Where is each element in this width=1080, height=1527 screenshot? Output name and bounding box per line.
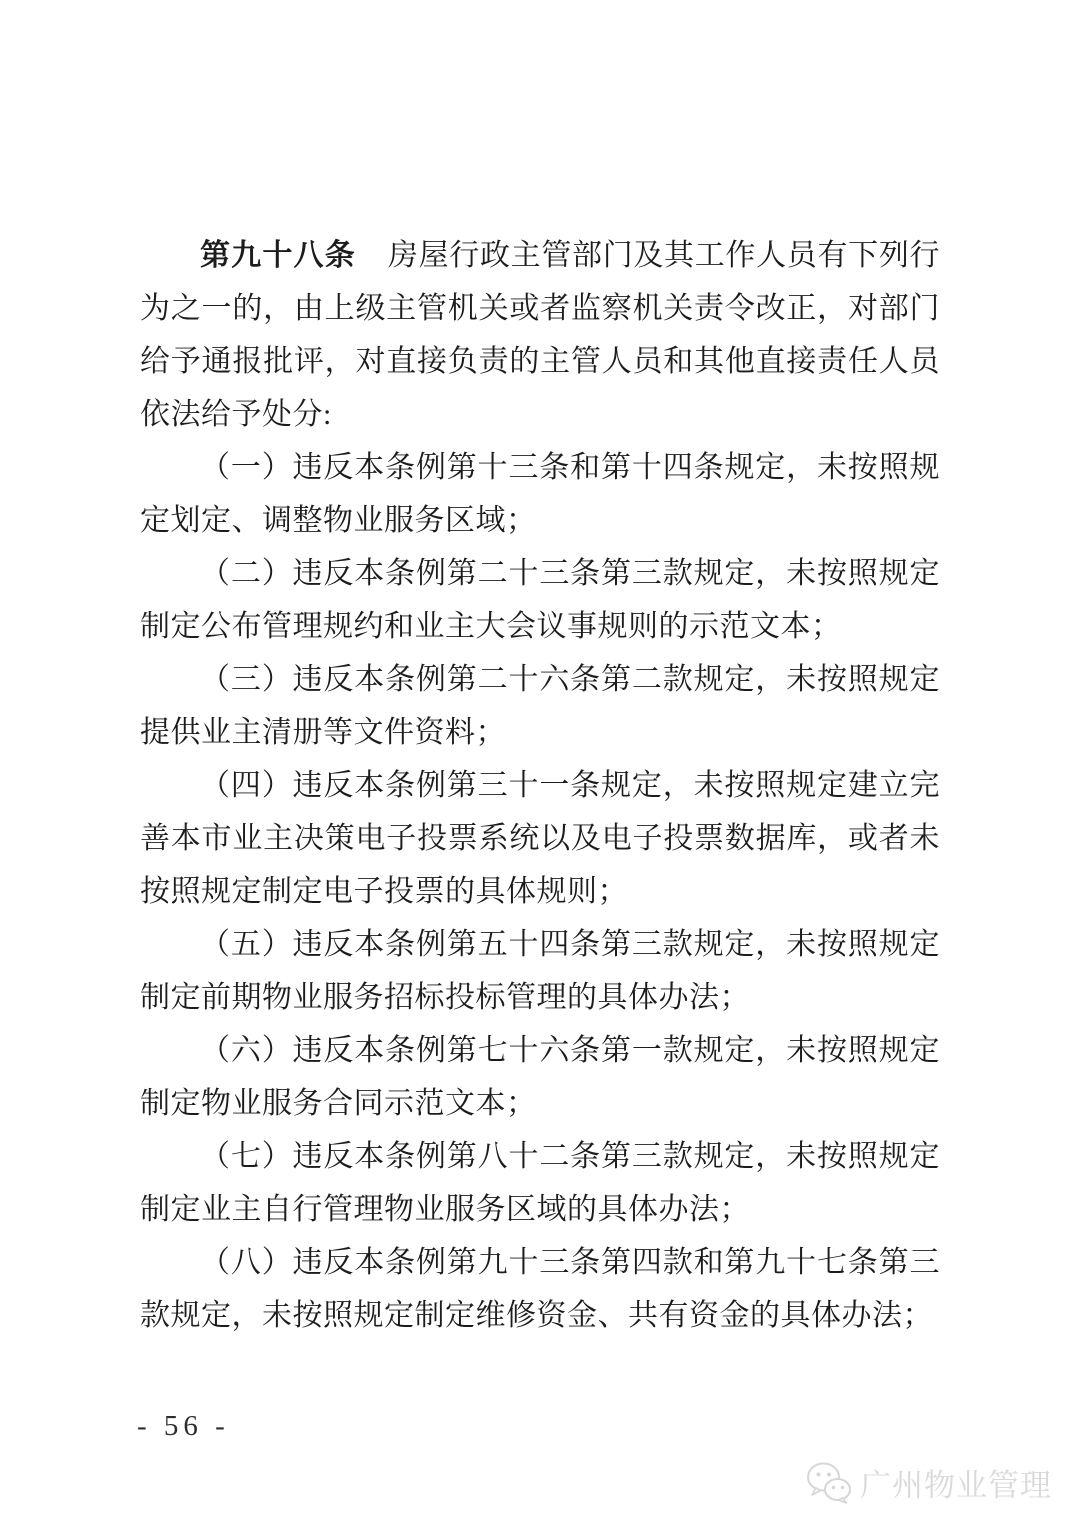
article-number: 第九十八条: [200, 239, 356, 272]
list-item: （二）违反本条例第二十三条第三款规定，未按照规定制定公布管理规约和业主大会议事规则的示范文本；: [140, 557, 940, 643]
document-body: [140, 229, 940, 1342]
list-item: （一）违反本条例第十三条和第十四条规定，未按照规定划定、调整物业服务区域；: [140, 451, 940, 537]
watermark-text: 广州物业管理: [860, 1468, 1052, 1503]
article-paragraph: [140, 229, 940, 441]
watermark: [806, 1460, 1052, 1505]
list-item: （三）违反本条例第二十六条第二款规定，未按照规定提供业主清册等文件资料；: [140, 663, 940, 749]
list-item: （八）违反本条例第九十三条第四款和第九十七条第三款规定，未按照规定制定维修资金、共有资金的具体办法；: [140, 1246, 940, 1332]
list-item: （五）违反本条例第五十四条第三款规定，未按照规定制定前期物业服务招标投标管理的具体办法；: [140, 928, 940, 1014]
article-intro-text: 房屋行政主管部门及其工作人员有下列行为之一的，由上级主管机关或者监察机关责令改正，对部门给予通报批评，对直接负责的主管人员和其他直接责任人员依法给予处分:: [140, 239, 941, 431]
list-item: （四）违反本条例第三十一条规定，未按照规定建立完善本市业主决策电子投票系统以及电子投票数据库，或者未按照规定制定电子投票的具体规则；: [140, 769, 940, 908]
list-item: （六）违反本条例第七十六条第一款规定，未按照规定制定物业服务合同示范文本；: [140, 1034, 940, 1120]
list-item: （七）违反本条例第八十二条第三款规定，未按照规定制定业主自行管理物业服务区域的具体办法；: [140, 1140, 940, 1226]
wechat-icon: [806, 1462, 852, 1504]
page-number: - 56 -: [137, 1410, 230, 1442]
